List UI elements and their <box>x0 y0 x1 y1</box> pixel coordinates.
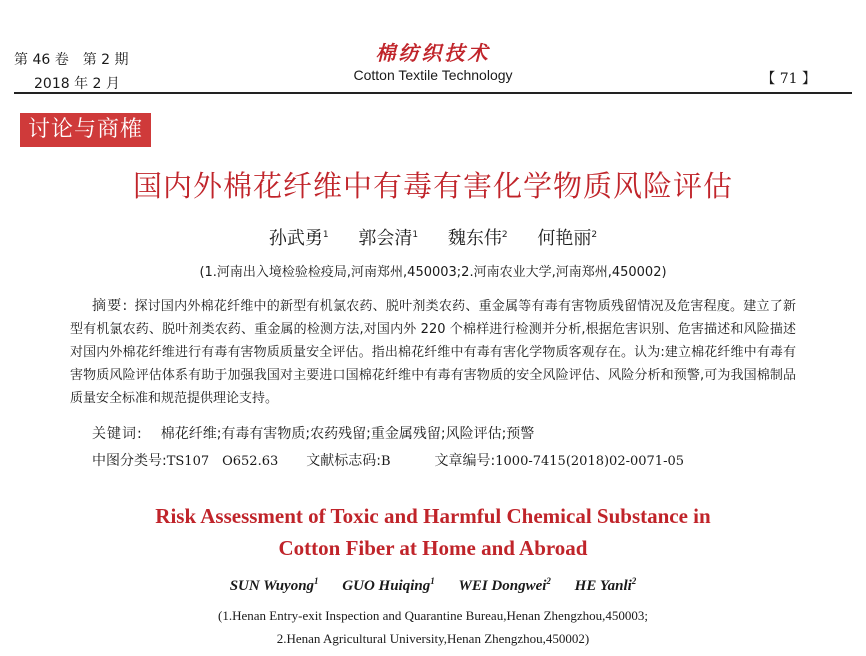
author-name: GUO Huiqing <box>342 578 431 594</box>
clc-label: 中图分类号: <box>92 453 167 469</box>
keywords-row <box>92 422 534 446</box>
section-label: 讨论与商榷 <box>20 113 151 147</box>
article-no-value: 1000-7415(2018)02-0071-05 <box>495 454 685 469</box>
affiliation-mark: 2 <box>546 576 551 586</box>
issue-date: 2018 年 2 月 <box>34 76 120 92</box>
authors-cn <box>0 226 866 252</box>
author-name: HE Yanli <box>574 578 632 594</box>
header-divider <box>14 92 852 94</box>
affiliations-cn: (1.河南出入境检验检疫局,河南郑州,450003;2.河南农业大学,河南郑州,450002) <box>199 265 667 280</box>
author-en <box>458 578 550 594</box>
author-cn <box>537 228 597 249</box>
title-en-line: Cotton Fiber at Home and Abroad <box>278 536 588 560</box>
doc-code-label: 文献标志码: <box>306 453 381 469</box>
authors-en <box>0 575 866 597</box>
volume-issue: 第 46 卷 第 2 期 <box>14 52 129 68</box>
journal-name-en: Cotton Textile Technology <box>353 67 513 83</box>
affiliation-mark: 1 <box>430 576 435 586</box>
author-en <box>575 578 637 594</box>
affiliation-mark: 2 <box>501 230 508 240</box>
affiliation-en-line: 2.Henan Agricultural University,Henan Zhengzhou,450002) <box>276 631 590 646</box>
article-title-en <box>0 500 866 564</box>
author-name: WEI Dongwei <box>458 578 547 594</box>
author-name: 郭会清 <box>358 228 413 249</box>
abstract-cn <box>70 295 796 410</box>
author-name: 何艳丽 <box>537 228 592 249</box>
affiliation-mark: 2 <box>631 576 637 586</box>
affiliations-en <box>0 604 866 650</box>
keywords-text: 棉花纤维;有毒有害物质;农药残留;重金属残留;风险评估;预警 <box>160 426 535 442</box>
affiliation-mark: 1 <box>322 230 329 240</box>
doc-code-value: B <box>380 454 391 469</box>
author-name: 魏东伟 <box>447 228 502 249</box>
affiliation-mark: 1 <box>412 230 419 240</box>
journal-logo: 棉纺织技术 <box>375 41 491 65</box>
classification-row <box>92 449 684 474</box>
abstract-text: 探讨国内外棉花纤维中的新型有机氯农药、脱叶剂类农药、重金属等有毒有害物质残留情况及危害程度。建立了新型有机氯农药、脱叶剂类农药、重金属的检测方法,对国内外 220 个棉样进行检测并分析,根据危害识别、危害描述和风险描述对国内外棉花纤维进行有毒有害物质质量安全评估。指出棉花纤维中有毒有害化学物质客观存在。认为:建立棉花纤维中有毒有害物质风险评估体系有助于加强我国对主要进口国棉花纤维中有毒有害物质的安全风险评估、风险分析和预警,可为我国棉制品质量安全标准和规范提供理论支持。 <box>70 299 796 406</box>
affiliation-mark: 2 <box>591 230 598 240</box>
keywords-label: 关键词: <box>92 426 143 442</box>
page-number: 【 71 】 <box>761 71 816 87</box>
author-en <box>342 578 434 594</box>
clc-value: TS107 O652.63 <box>166 454 279 469</box>
affiliation-en-line: (1.Henan Entry-exit Inspection and Quarantine Bureau,Henan Zhengzhou,450003; <box>218 608 648 623</box>
author-en <box>230 578 319 594</box>
journal-masthead <box>0 40 866 84</box>
article-title-cn: 国内外棉花纤维中有毒有害化学物质风险评估 <box>132 169 733 203</box>
affiliation-mark: 1 <box>314 576 319 586</box>
author-name: 孙武勇 <box>268 228 323 249</box>
abstract-label: 摘要: <box>92 298 129 314</box>
author-cn <box>269 228 329 249</box>
author-name: SUN Wuyong <box>229 578 315 594</box>
title-en-line: Risk Assessment of Toxic and Harmful Chemical Substance in <box>155 504 711 528</box>
author-cn <box>448 228 508 249</box>
article-no-label: 文章编号: <box>434 453 496 469</box>
author-cn <box>358 228 418 249</box>
